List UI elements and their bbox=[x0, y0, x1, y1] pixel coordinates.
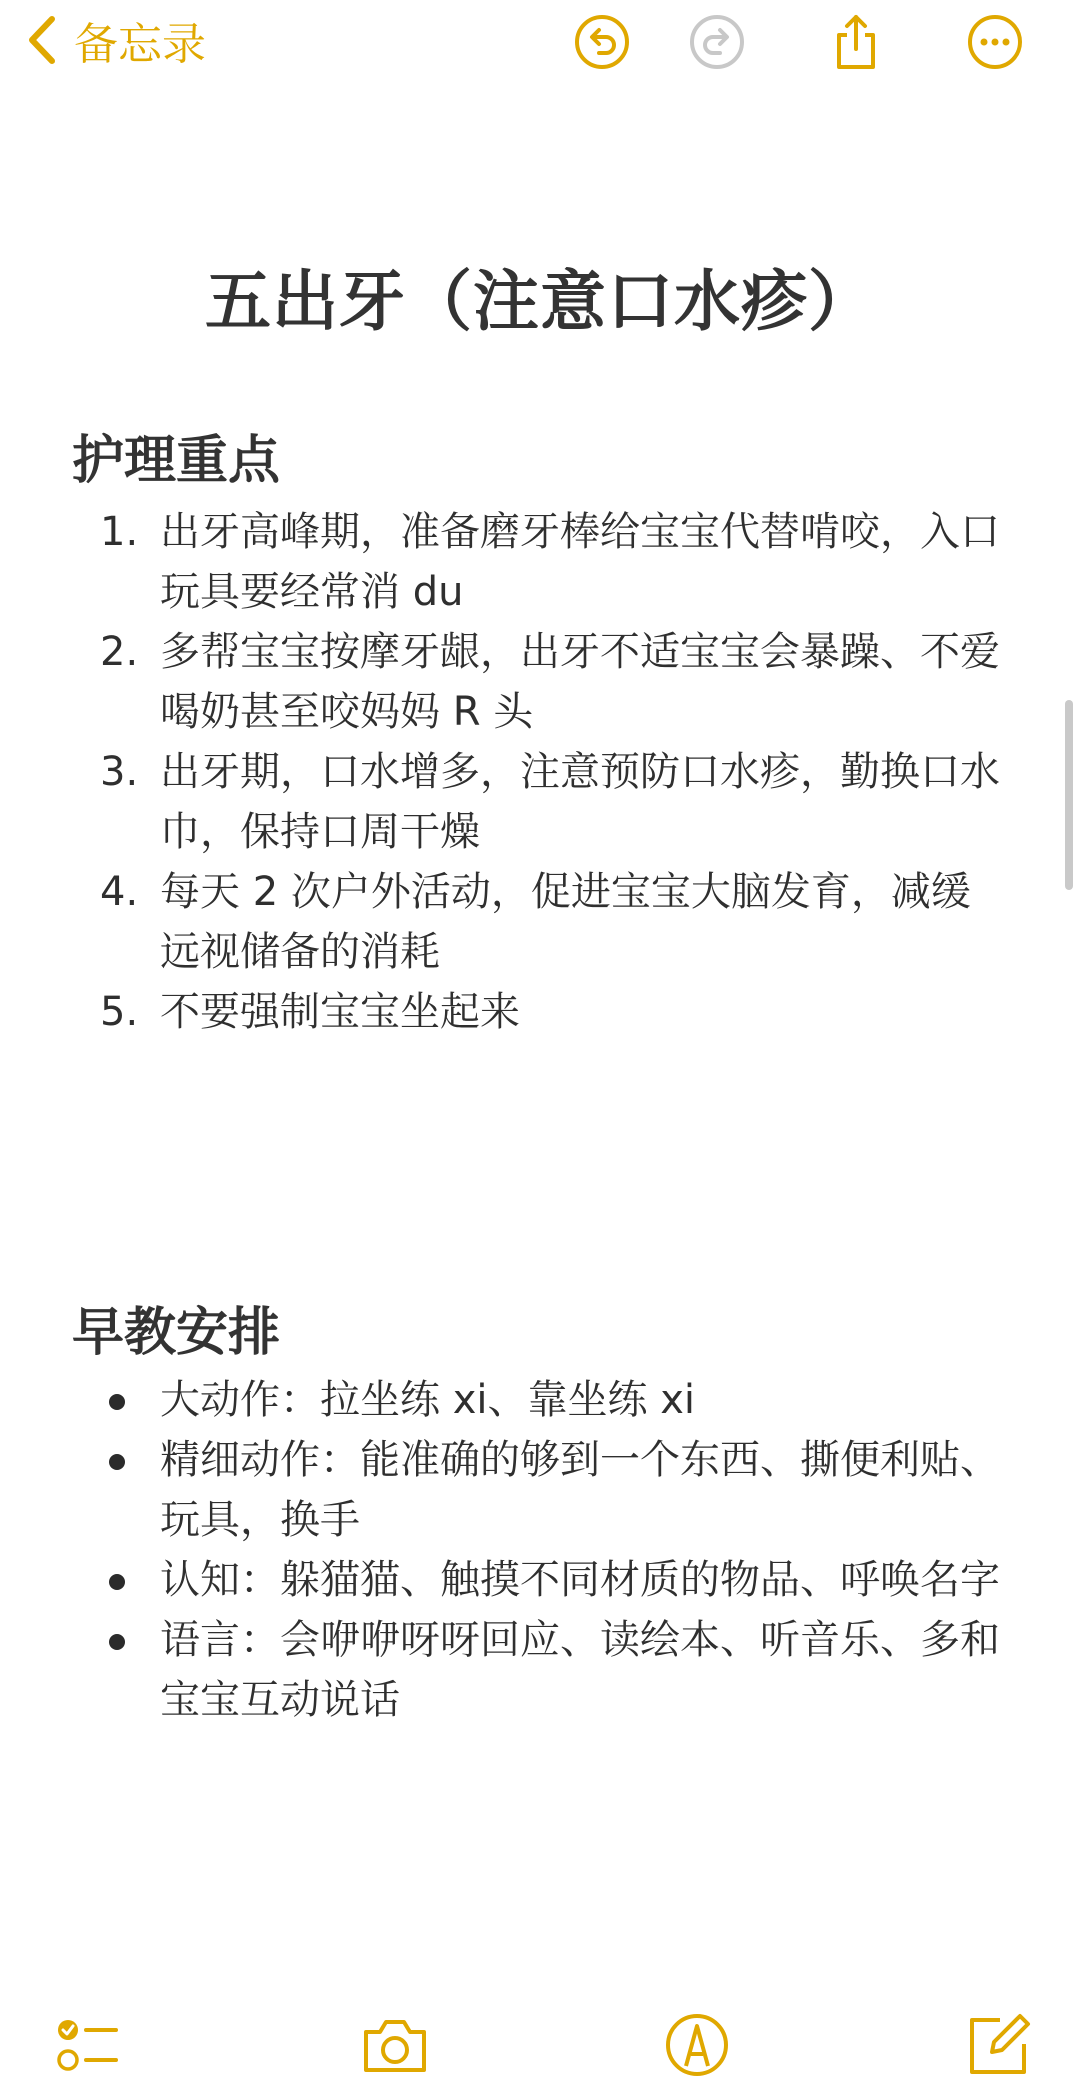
list-item[interactable] bbox=[0, 1610, 1000, 1730]
undo-icon bbox=[573, 13, 631, 71]
share-button[interactable] bbox=[827, 13, 885, 71]
share-icon bbox=[827, 13, 885, 71]
list-item-text: 大动作：拉坐练 xi、靠坐练 xi bbox=[160, 1377, 695, 1423]
list-number: 1. bbox=[100, 509, 139, 555]
list-item[interactable] bbox=[0, 982, 1000, 1042]
list-item[interactable] bbox=[0, 502, 1000, 622]
list-item[interactable] bbox=[0, 1550, 1000, 1610]
bullet-icon bbox=[109, 1394, 125, 1410]
list-item[interactable] bbox=[0, 742, 1000, 862]
list-item[interactable] bbox=[0, 862, 1000, 982]
top-toolbar bbox=[0, 0, 1080, 90]
camera-icon bbox=[360, 2010, 430, 2080]
redo-icon bbox=[688, 13, 746, 71]
list-item-text: 出牙高峰期，准备磨牙棒给宝宝代替啃咬，入口玩具要经常消 du bbox=[160, 509, 1000, 615]
list-number: 5. bbox=[100, 989, 139, 1035]
list-item-text: 认知：躲猫猫、触摸不同材质的物品、呼唤名字 bbox=[160, 1557, 1000, 1603]
list-number: 3. bbox=[100, 749, 139, 795]
list-item[interactable] bbox=[0, 1370, 1000, 1430]
list-item[interactable] bbox=[0, 622, 1000, 742]
markup-icon bbox=[662, 2010, 732, 2080]
section-heading-early-education[interactable]: 早教安排 bbox=[72, 1303, 281, 1363]
list-item-text: 语言：会咿咿呀呀回应、读绘本、听音乐、多和宝宝互动说话 bbox=[160, 1617, 1000, 1723]
scrollbar[interactable] bbox=[1065, 700, 1073, 890]
list-number: 2. bbox=[100, 629, 139, 675]
bullet-icon bbox=[109, 1574, 125, 1590]
numbered-list bbox=[0, 502, 1080, 1042]
list-number: 4. bbox=[100, 869, 139, 915]
chevron-left-icon bbox=[26, 15, 60, 65]
undo-button[interactable] bbox=[573, 13, 631, 71]
more-button[interactable] bbox=[966, 13, 1024, 71]
note-title[interactable]: 五出牙（注意口水疹） bbox=[205, 263, 875, 340]
back-button-label: 备忘录 bbox=[74, 19, 206, 70]
markup-button[interactable] bbox=[662, 2010, 732, 2080]
list-item-text: 每天 2 次户外活动，促进宝宝大脑发育，减缓远视储备的消耗 bbox=[160, 869, 971, 975]
list-item-text: 出牙期，口水增多，注意预防口水疹，勤换口水巾，保持口周干燥 bbox=[160, 749, 1000, 855]
bullet-icon bbox=[109, 1634, 125, 1650]
list-item-text: 不要强制宝宝坐起来 bbox=[160, 989, 520, 1035]
section-heading-care[interactable]: 护理重点 bbox=[72, 431, 281, 491]
more-icon bbox=[966, 13, 1024, 71]
bullet-icon bbox=[109, 1454, 125, 1470]
list-item[interactable] bbox=[0, 1430, 1000, 1550]
list-item-text: 多帮宝宝按摩牙龈，出牙不适宝宝会暴躁、不爱喝奶甚至咬妈妈 R 头 bbox=[160, 629, 1000, 735]
compose-icon bbox=[964, 2010, 1034, 2080]
bottom-toolbar bbox=[0, 2010, 1080, 2092]
redo-button[interactable] bbox=[688, 13, 746, 71]
bulleted-list bbox=[0, 1370, 1080, 1730]
checklist-button[interactable] bbox=[52, 2010, 122, 2080]
camera-button[interactable] bbox=[360, 2010, 430, 2080]
compose-button[interactable] bbox=[964, 2010, 1034, 2080]
back-button[interactable] bbox=[26, 10, 206, 70]
list-item-text: 精细动作：能准确的够到一个东西、撕便利贴、玩具，换手 bbox=[160, 1437, 1000, 1543]
checklist-icon bbox=[52, 2010, 122, 2080]
